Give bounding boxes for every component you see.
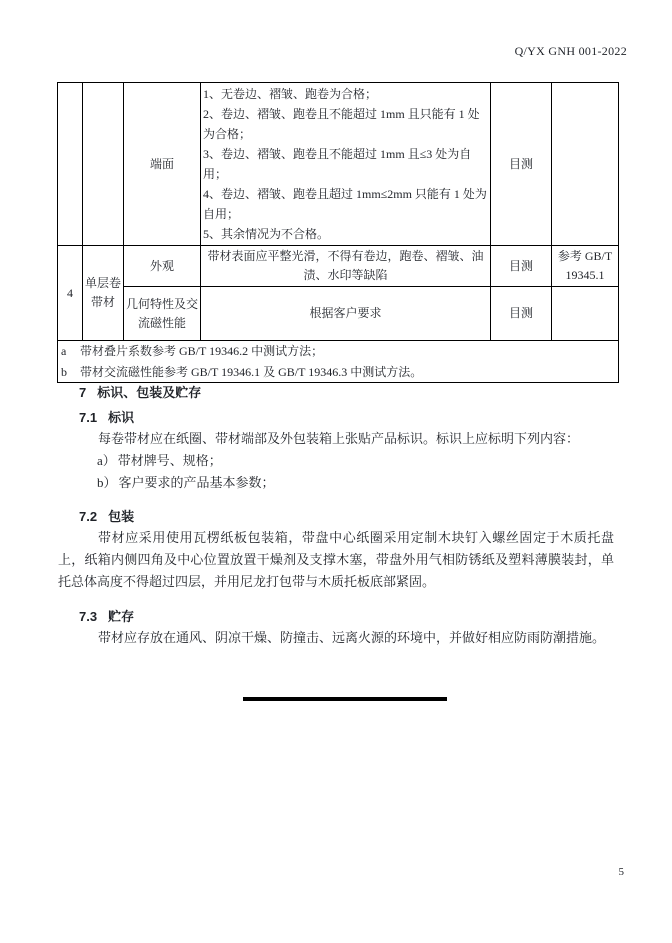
cell-row-number: 4 xyxy=(58,246,83,341)
cell-method-appearance: 目测 xyxy=(491,246,552,287)
section-number: 7.1 xyxy=(79,410,98,425)
footnote-label: a xyxy=(61,344,67,359)
page-number: 5 xyxy=(618,866,624,878)
list-item-b xyxy=(97,473,275,493)
section-title: 包装 xyxy=(108,509,135,524)
table-row-appearance xyxy=(58,246,619,287)
section-7-3-heading xyxy=(79,606,134,625)
list-text: 带材牌号、规格； xyxy=(117,453,222,468)
section-number: 7 xyxy=(79,385,87,400)
requirement-line: 2、卷边、褶皱、跑卷且不能超过 1mm 且只能有 1 处为合格； xyxy=(203,107,480,141)
section-number: 7.3 xyxy=(79,609,98,624)
section-7-1-heading xyxy=(79,407,134,426)
cell-item-appearance: 外观 xyxy=(124,246,201,287)
cell-method-endface: 目测 xyxy=(491,83,552,246)
footnote-text: 带材叠片系数参考 GB/T 19346.2 中测试方法； xyxy=(80,344,324,359)
table-row-geometry xyxy=(58,287,619,341)
table-footnote-a xyxy=(58,341,619,362)
table-footnote-b xyxy=(58,362,619,383)
cell-no-empty xyxy=(58,83,83,246)
cell-item-geometry: 几何特性及交流磁性能 xyxy=(124,287,201,341)
list-label: a） xyxy=(97,453,116,468)
cell-reference-geometry xyxy=(552,287,619,341)
section-number: 7.2 xyxy=(79,509,98,524)
cell-category: 单层卷带材 xyxy=(83,246,124,341)
list-text: 客户要求的产品基本参数； xyxy=(118,475,275,490)
cell-category-empty xyxy=(83,83,124,246)
footnote-text: 带材交流磁性能参考 GB/T 19346.1 及 GB/T 19346.3 中测试方法。 xyxy=(80,364,423,379)
inspection-table xyxy=(57,82,619,383)
section-7-1-intro: 每卷带材应在纸圈、带材端部及外包装箱上张贴产品标识。标识上应标明下列内容： xyxy=(98,431,580,446)
cell-reference-endface xyxy=(552,83,619,246)
section-7-3-body: 带材应存放在通风、阴凉干燥、防撞击、远离火源的环境中，并做好相应防雨防潮措施。 xyxy=(98,630,606,645)
list-item-a xyxy=(97,451,222,471)
cell-method-geometry: 目测 xyxy=(491,287,552,341)
cell-reference-appearance: 参考 GB/T 19345.1 xyxy=(552,246,619,287)
requirement-line: 1、无卷边、褶皱、跑卷为合格； xyxy=(203,87,378,101)
section-7-2-body: 带材应采用使用瓦楞纸板包装箱，带盘中心纸圈采用定制木块钉入螺丝固定于木质托盘上，纸箱内侧四角及中心位置放置干燥剂及支撑木塞，带盘外用气相防锈纸及塑料薄膜装封，单托总体高度不得超过四层，并用尼龙打包带与木质托板底部紧固。 xyxy=(58,530,614,589)
cell-requirement-appearance: 带材表面应平整光滑，不得有卷边，跑卷、褶皱、油渍、水印等缺陷 xyxy=(201,246,491,287)
list-label: b） xyxy=(97,475,117,490)
requirement-line: 5、其余情况为不合格。 xyxy=(203,227,330,241)
cell-requirement-geometry: 根据客户要求 xyxy=(201,287,491,341)
cell-item-endface: 端面 xyxy=(124,83,201,246)
section-7-2-heading xyxy=(79,506,134,525)
standard-number-header: Q/YX GNH 001-2022 xyxy=(514,44,627,58)
section-title: 贮存 xyxy=(108,609,135,624)
table-row-endface xyxy=(58,83,619,246)
section-title: 标识 xyxy=(108,410,135,425)
requirement-line: 4、卷边、褶皱、跑卷且超过 1mm≤2mm 只能有 1 处为自用； xyxy=(203,187,487,221)
section-7-heading xyxy=(79,382,201,401)
end-of-text-bar xyxy=(243,697,447,701)
footnote-label: b xyxy=(61,364,67,379)
requirement-line: 3、卷边、褶皱、跑卷且不能超过 1mm 且≤3 处为自用； xyxy=(203,147,472,181)
section-title: 标识、包装及贮存 xyxy=(97,385,202,400)
cell-requirement-endface xyxy=(201,83,491,246)
